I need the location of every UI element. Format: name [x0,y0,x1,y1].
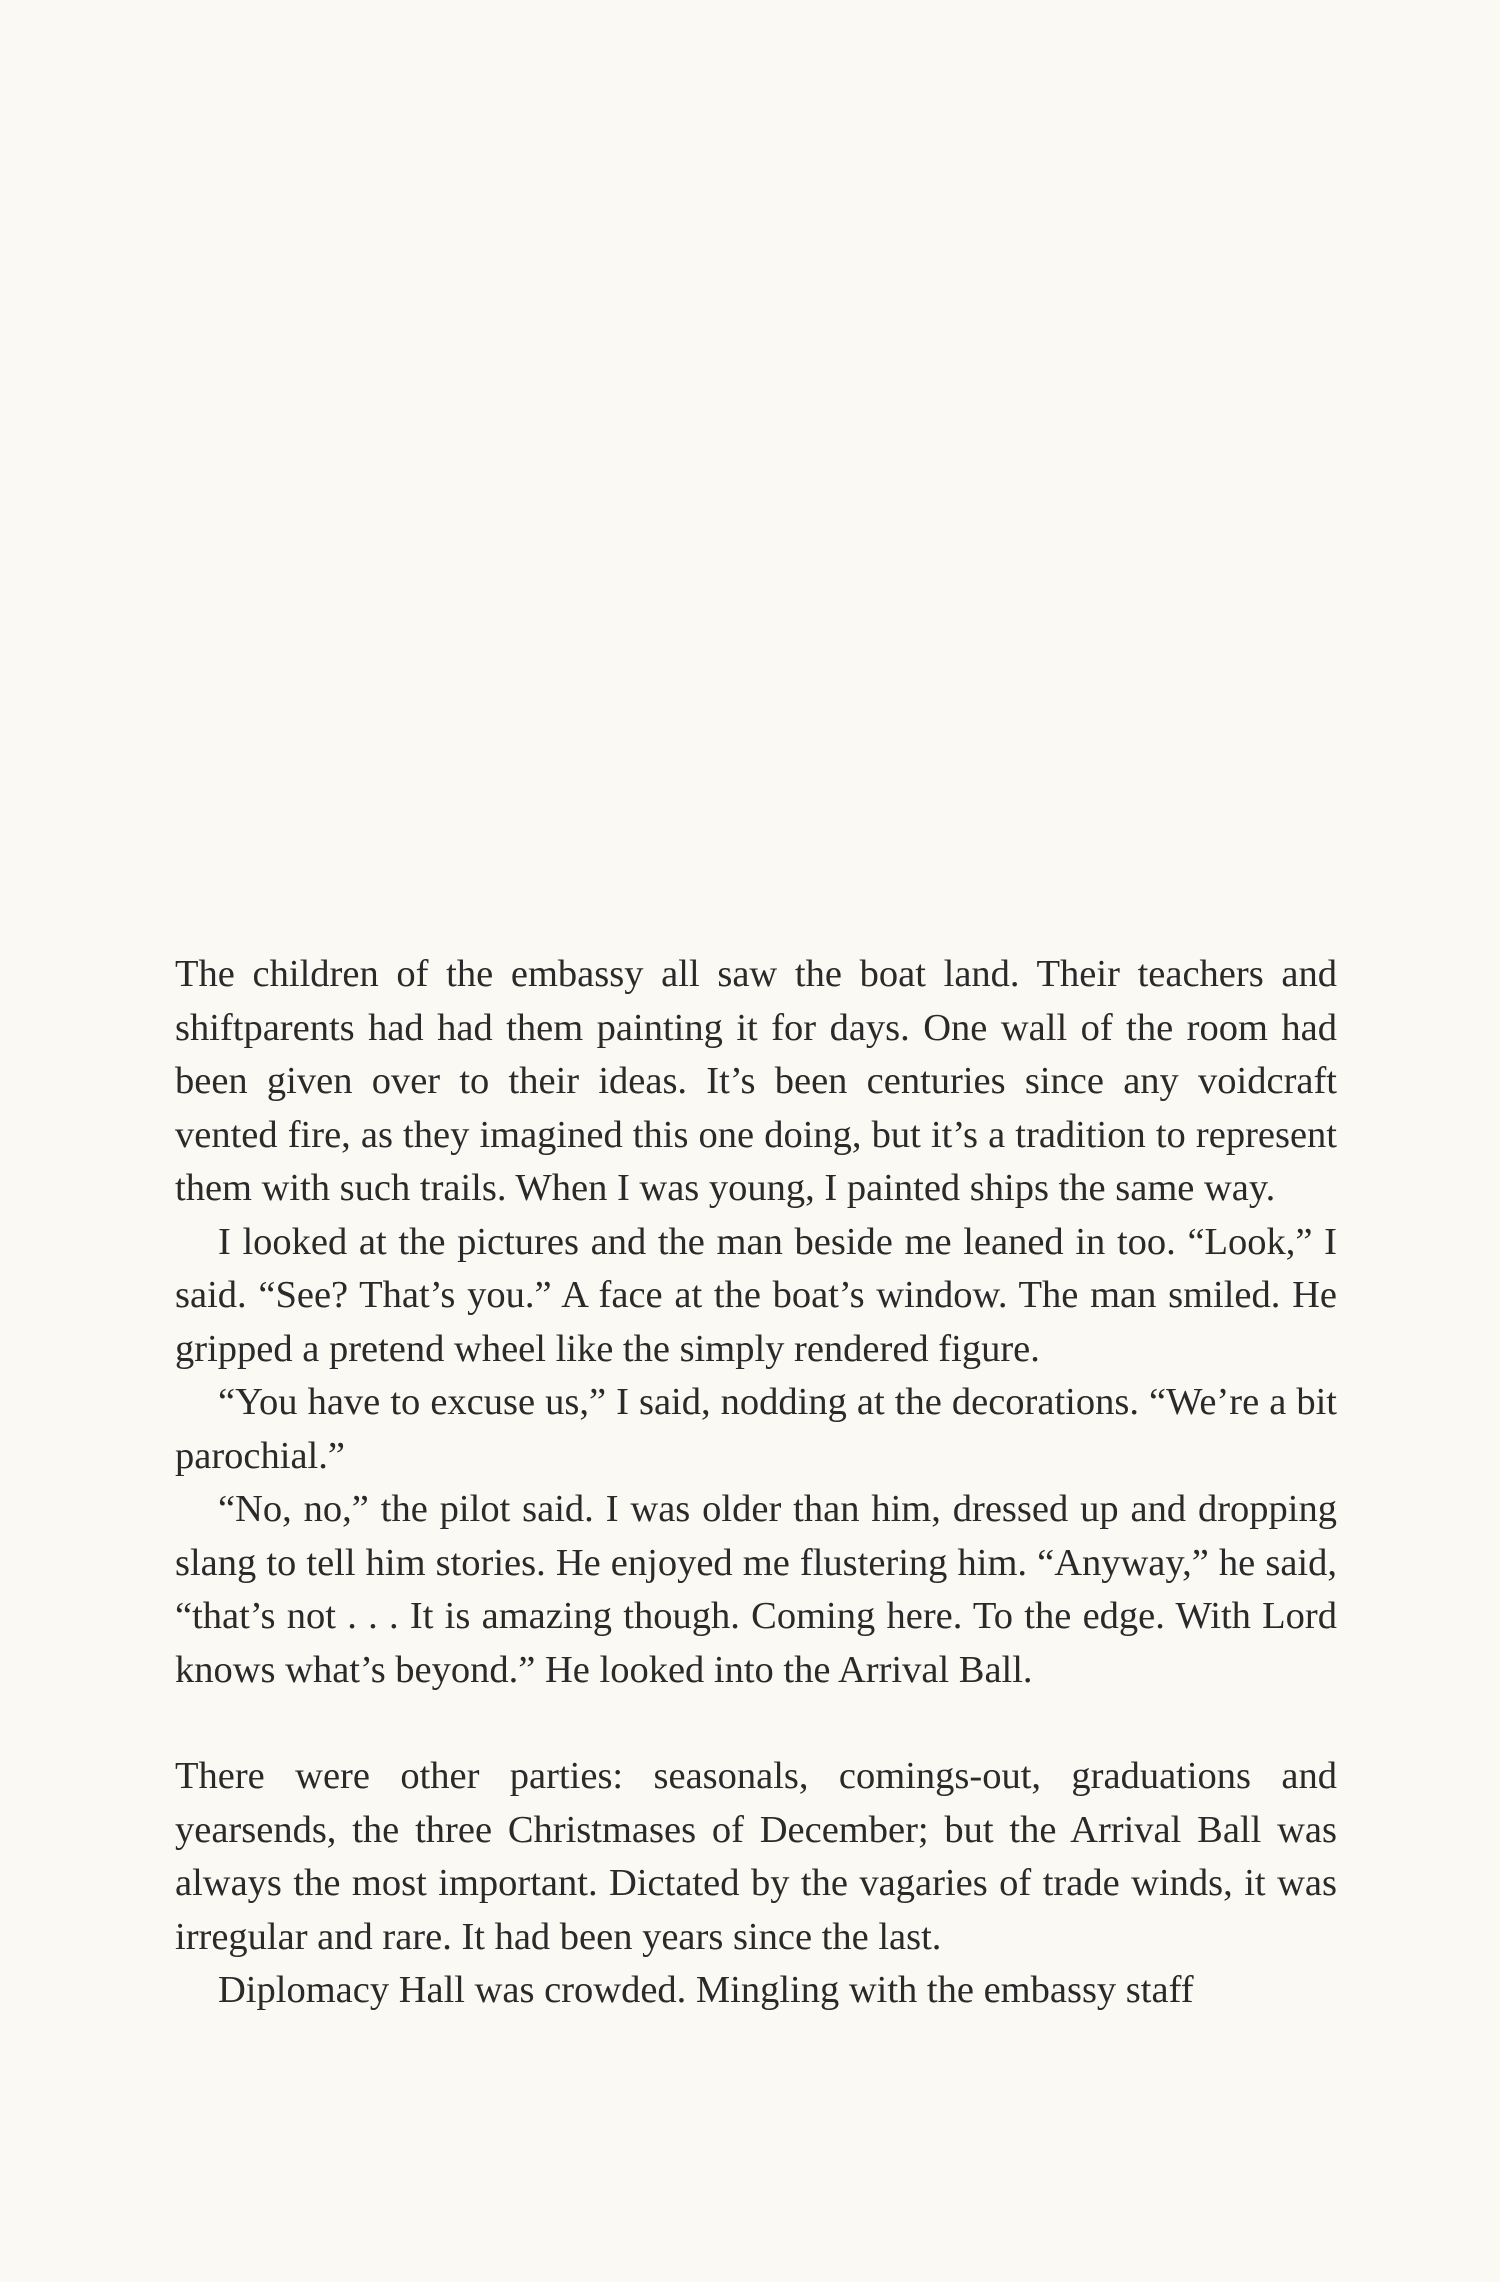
paragraph-3: “You have to excuse us,” I said, nodding at the decorations. “We’re a bit parochial.” [175,1381,1337,1477]
paragraph-4: “No, no,” the pilot said. I was older than him, dressed up and dropping slang to tell him stories. He enjoyed me flustering him. “Anyway,” he said, “that’s not . . . It is amazing though. Coming here. To the edge. With Lord knows what’s beyond.” He looked into the Arrival Ball. [175,1488,1337,1691]
paragraph-5: There were other parties: seasonals, comings-out, graduations and yearsends, the three Christmases of December; but the Arrival Ball was always the most important. Dictated by the vagaries of trade winds, it was irregular and rare. It had been years since the last. [175,1755,1337,1958]
paragraph-1: The children of the embassy all saw the boat land. Their teachers and shiftparents had had them painting it for days. One wall of the room had been given over to their ideas. It’s been centuries since any voidcraft vented fire, as they imagined this one doing, but it’s a tradition to represent them with such trails. When I was young, I painted ships the same way. [175,953,1337,1209]
paragraph-6: Diplomacy Hall was crowded. Mingling with the embassy staff [218,1969,1194,2011]
paragraph-2: I looked at the pictures and the man beside me leaned in too. “Look,” I said. “See? That’s you.” A face at the boat’s window. The man smiled. He gripped a pretend wheel like the simply rendered figure. [175,1220,1337,1370]
body-text [175,948,1337,2018]
